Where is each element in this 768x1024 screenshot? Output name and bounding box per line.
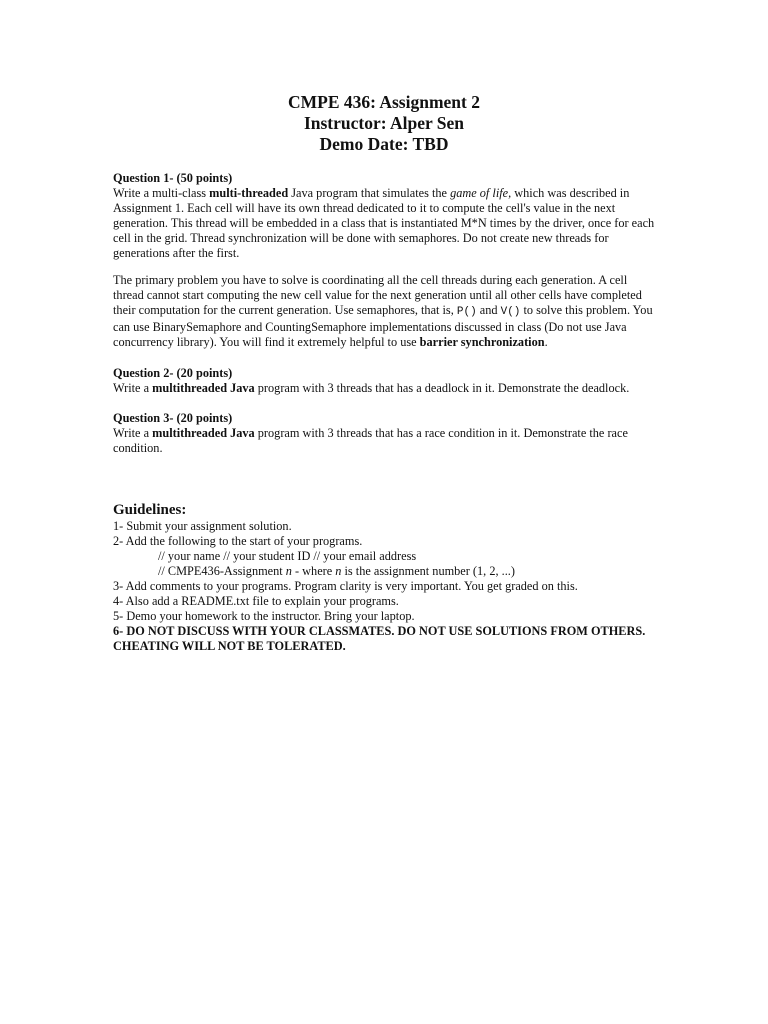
q1-p2-text-a: The primary problem you have to solve is coordinating all the cell threads during each generation. A cell thread cannot start computing the new cell value for the next generation until all other cells have completed their computation for the current generation. Use semaphores, that is,: [113, 273, 642, 317]
question-2: [113, 366, 655, 396]
question-3-text: [113, 426, 655, 456]
q1-p2-text-e: .: [544, 335, 548, 349]
q3-bold: multithreaded Java: [152, 426, 255, 440]
q1-p2-text-b: and: [476, 303, 501, 317]
q1-p2-bold: barrier synchronization: [419, 335, 545, 349]
question-1-paragraph-1: [113, 186, 655, 261]
guideline-item-4: 4- Also add a README.txt file to explain your programs.: [113, 594, 399, 608]
question-2-text: [113, 381, 655, 396]
guidelines-heading: Guidelines:: [113, 502, 187, 518]
q1-p1-text-e: which was described in Assignment 1. Each cell will have its own thread dedicated to it to compute the cell's value in the next generation. This thread will be embedded in a class that is instantiated M*N times by the driver, once for each cell in the grid. Thread synchronization will be done with semaphores. Do not create new threads for generations after the first.: [113, 186, 655, 260]
q2-text-a: Write a: [113, 381, 153, 395]
q1-p1-bold: multi-threaded: [209, 186, 289, 200]
guideline-item-6: 6- DO NOT DISCUSS WITH YOUR CLASSMATES. DO NOT USE SOLUTIONS FROM OTHERS. CHEATING WILL NOT BE TOLERATED.: [113, 624, 646, 653]
question-3: [113, 411, 655, 456]
instructor-line: Instructor: Alper Sen: [303, 113, 465, 133]
q3-text-c: program with 3 threads that has a race condition in it. Demonstrate the race condition.: [113, 426, 628, 455]
sub2-italic-n2: n: [335, 564, 342, 578]
sub2-text-c: is the assignment number (1, 2, ...): [341, 564, 515, 578]
guidelines-section: [113, 502, 655, 654]
q3-text-a: Write a: [113, 426, 153, 440]
question-1: [113, 171, 655, 350]
guideline-item-5: 5- Demo your homework to the instructor. Bring your laptop.: [113, 609, 415, 623]
q2-bold: multithreaded Java: [152, 381, 255, 395]
document-page: [113, 92, 655, 654]
question-3-heading: Question 3- (20 points): [113, 411, 233, 425]
question-1-heading: Question 1- (50 points): [113, 171, 233, 185]
guideline-item-2-sub-1: // your name // your student ID // your email address: [158, 549, 417, 563]
question-1-paragraph-2: [113, 273, 655, 350]
q1-p2-code-v: V(): [500, 306, 521, 318]
q1-p2-text-c: to solve this problem. You can use BinarySemaphore and CountingSemaphore implementations discussed in class (Do not use Java concurrency library). You will find it extremely helpful to use: [113, 303, 653, 349]
sub2-text-b: - where: [291, 564, 336, 578]
question-2-heading: Question 2- (20 points): [113, 366, 233, 380]
course-title: CMPE 436: Assignment 2: [287, 92, 480, 112]
guideline-item-3: 3- Add comments to your programs. Program clarity is very important. You get graded on this.: [113, 579, 578, 593]
title-block: [113, 92, 655, 155]
sub2-text-a: // CMPE436-Assignment: [158, 564, 286, 578]
q1-p2-code-p: P(): [456, 306, 477, 318]
sub2-italic-n1: n: [285, 564, 292, 578]
guideline-item-2-sub-2: [113, 564, 655, 579]
q2-text-c: program with 3 threads that has a deadlock in it. Demonstrate the deadlock.: [254, 381, 630, 395]
q1-p1-text-c: Java program that simulates the: [288, 186, 451, 200]
guideline-item-1: 1- Submit your assignment solution.: [113, 519, 292, 533]
q1-p1-text-a: Write a multi-class: [113, 186, 210, 200]
demo-date-line: Demo Date: TBD: [319, 134, 449, 154]
guideline-item-2: 2- Add the following to the start of your programs.: [113, 534, 363, 548]
q1-p1-italic: game of life,: [450, 186, 512, 200]
